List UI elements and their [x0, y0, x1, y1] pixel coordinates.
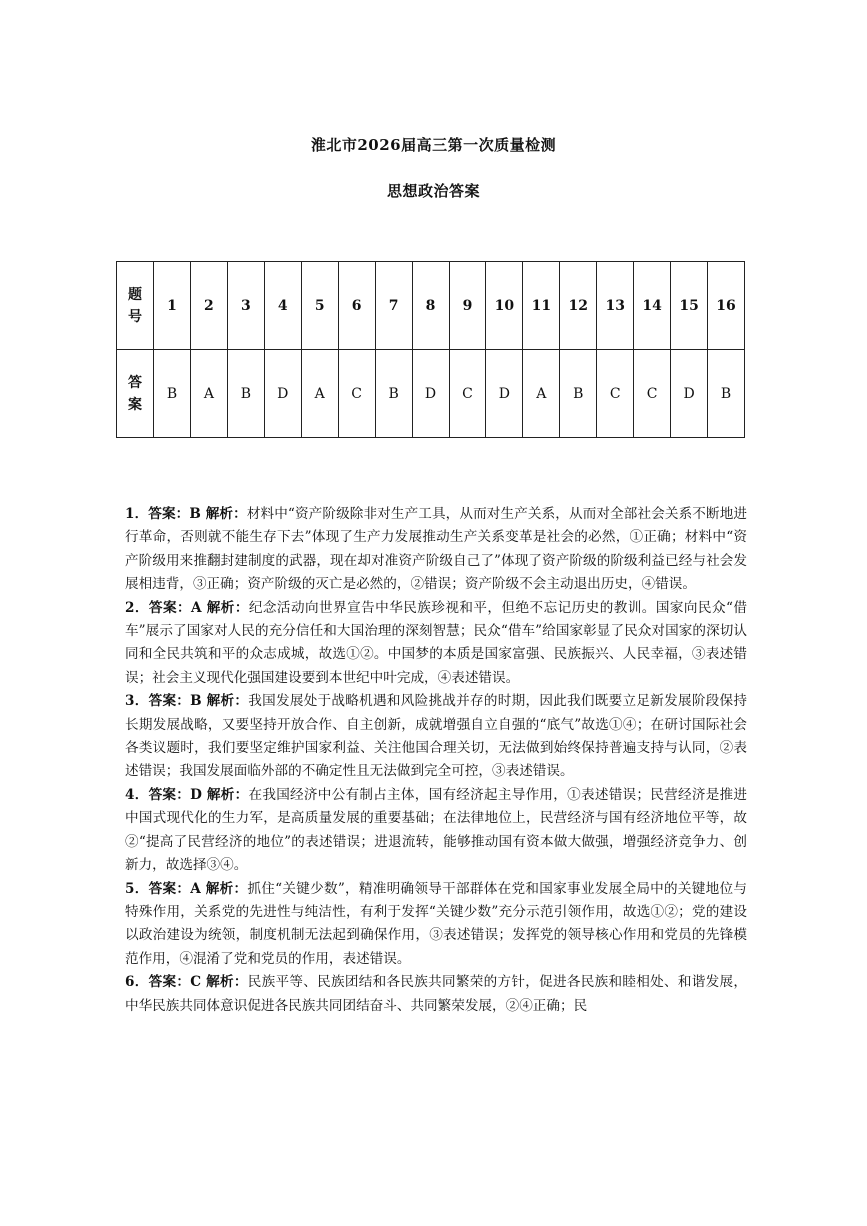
explanation-text: 抓住“关键少数”，精准明确领导干部群体在党和国家事业发展全局中的关键地位与特殊作用，关系党的先进性与纯洁性，有利于发挥“关键少数”充分示范引领作用，故选①②；党的建设以政治建设为统领，制度机制无法起到确保作用，③表述错误；发挥党的领导核心作用和党员的先锋模范作用，④混淆了党和党员的作用，表述错误。 [125, 880, 747, 967]
explanation-label: 2．答案：A 解析： [125, 599, 249, 616]
question-number-cell: 13 [597, 262, 634, 350]
explanation-label: 5．答案：A 解析： [125, 880, 248, 897]
explanation-label: 1．答案：B 解析： [125, 506, 247, 522]
answer-table [116, 261, 745, 438]
question-number-cell: 9 [449, 262, 486, 350]
answer-cell: C [449, 350, 486, 438]
explanation-item [125, 784, 747, 878]
answer-cell: A [301, 350, 338, 438]
explanation-text: 在我国经济中公有制占主体，国有经济起主导作用，①表述错误；民营经济是推进中国式现代化的生力军，是高质量发展的重要基础；在法律地位上，民营经济与国有经济地位平等，故②“提高了民营经济的地位”的表述错误；进退流转，能够推动国有资本做大做强，增强经济竞争力、创新力，故选择③④。 [125, 786, 747, 874]
question-number-cell: 3 [227, 262, 264, 350]
question-number-cell: 15 [671, 262, 708, 350]
row-label-answer: 答 案 [117, 350, 154, 438]
question-number-cell: 16 [708, 262, 745, 350]
explanation-label: 4．答案：D 解析： [125, 786, 249, 803]
explanation-text: 民族平等、民族团结和各民族共同繁荣的方针，促进各民族和睦相处、和谐发展，中华民族共同体意识促进各民族共同团结奋斗、共同繁荣发展，②④正确；民 [125, 974, 747, 1014]
answer-cell: C [597, 350, 634, 438]
explanation-text: 纪念活动向世界宣告中华民族珍视和平，但绝不忘记历史的教训。国家向民众“借车”展示了国家对人民的充分信任和大国治理的深刻智慧；民众“借车”给国家彰显了民众对国家的深切认同和全民共筑和平的众志成城，故选①②。中国梦的本质是国家富强、民族振兴、人民幸福，③表述错误；社会主义现代化强国建设要到本世纪中叶完成，④表述错误。 [125, 599, 747, 686]
answer-cell: D [486, 350, 523, 438]
explanations [125, 503, 747, 1018]
answer-cell: B [375, 350, 412, 438]
number-row [117, 262, 745, 350]
question-number-cell: 11 [523, 262, 560, 350]
explanation-text: 材料中“资产阶级除非对生产工具，从而对生产关系，从而对全部社会关系不断地进行革命，否则就不能生存下去”体现了生产力发展推动生产关系变革是社会的必然，①正确；材料中“资产阶级用来推翻封建制度的武器，现在却对准资产阶级自己了”体现了资产阶级的阶级利益已经与社会发展相违背，③正确；资产阶级的灭亡是必然的，②错误；资产阶级不会主动退出历史，④错误。 [125, 506, 747, 593]
explanation-label: 6．答案：C 解析： [125, 974, 248, 991]
question-number-cell: 14 [634, 262, 671, 350]
answer-cell: C [634, 350, 671, 438]
question-number-cell: 7 [375, 262, 412, 350]
explanation-item [125, 878, 747, 972]
answer-cell: B [227, 350, 264, 438]
explanation-label: 3．答案：B 解析： [125, 693, 249, 710]
explanation-item [125, 690, 747, 784]
page-title: 淮北市2026届高三第一次质量检测 [310, 136, 557, 154]
question-number-cell: 4 [264, 262, 301, 350]
answer-cell: A [190, 350, 227, 438]
question-number-cell: 1 [154, 262, 191, 350]
explanation-text: 我国发展处于战略机遇和风险挑战并存的时期，因此我们既要立足新发展阶段保持长期发展战略，又要坚持开放合作、自主创新，成就增强自立自强的“底气”故选①④；在研讨国际社会各类议题时，我们要坚定维护国家利益、关注他国合理关切，无法做到始终保持普遍支持与认同，②表述错误；我国发展面临外部的不确定性且无法做到完全可控，③表述错误。 [125, 693, 747, 780]
answer-cell: D [671, 350, 708, 438]
question-number-cell: 6 [338, 262, 375, 350]
answer-cell: D [264, 350, 301, 438]
answer-cell: B [708, 350, 745, 438]
answer-cell: B [154, 350, 191, 438]
question-number-cell: 10 [486, 262, 523, 350]
row-label-number: 题 号 [117, 262, 154, 350]
answer-cell: A [523, 350, 560, 438]
explanation-item [125, 597, 747, 691]
answer-cell: C [338, 350, 375, 438]
question-number-cell: 2 [190, 262, 227, 350]
question-number-cell: 12 [560, 262, 597, 350]
answer-row [117, 350, 745, 438]
explanation-item [125, 503, 747, 597]
answer-cell: B [560, 350, 597, 438]
answer-cell: D [412, 350, 449, 438]
question-number-cell: 8 [412, 262, 449, 350]
question-number-cell: 5 [301, 262, 338, 350]
explanation-item [125, 971, 747, 1018]
page-subtitle: 思想政治答案 [386, 182, 480, 200]
